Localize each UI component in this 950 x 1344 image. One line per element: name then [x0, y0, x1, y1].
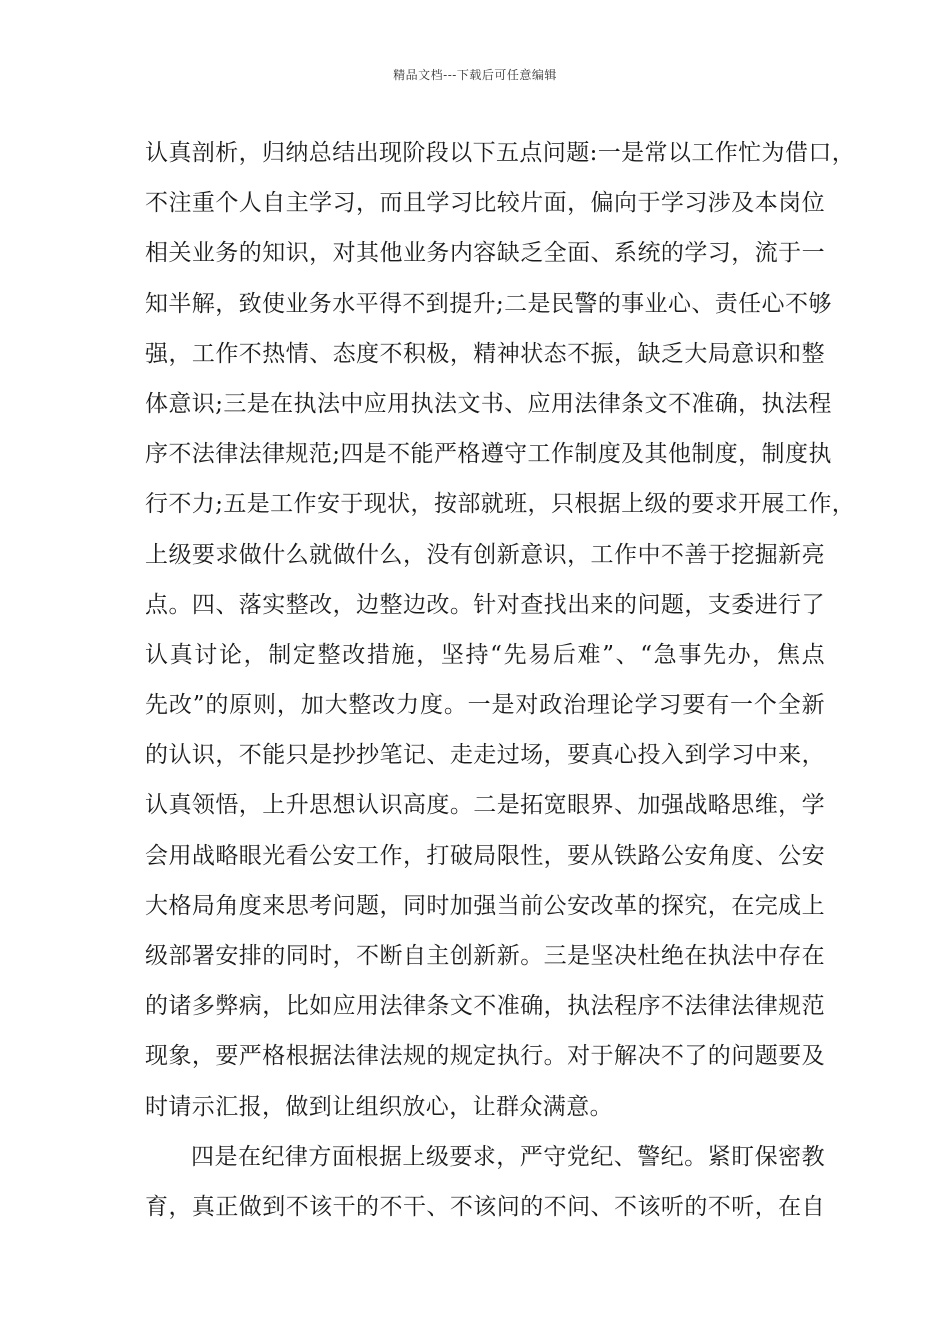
text-line: 时请示汇报，做到让组织放心，让群众满意。	[145, 1093, 613, 1120]
text-line: 会用战略眼光看公安工作，打破局限性，要从铁路公安角度、公安	[145, 842, 825, 869]
text-line: 行不力;五是工作安于现状，按部就班，只根据上级的要求开展工作，	[145, 491, 856, 518]
text-line: 认真剖析，归纳总结出现阶段以下五点问题:一是常以工作忙为借口，	[145, 140, 856, 166]
text-line: 体意识;三是在执法中应用执法文书、应用法律条文不准确，执法程	[145, 390, 832, 417]
paragraph-2	[145, 1132, 825, 1232]
text-line: 先改”的原则，加大整改力度。一是对政治理论学习要有一个全新	[145, 692, 825, 719]
text-line: 序不法律法律规范;四是不能严格遵守工作制度及其他制度，制度执	[145, 441, 832, 468]
text-line: 级部署安排的同时，不断自主创新新。三是坚决杜绝在执法中存在	[145, 943, 825, 969]
text-line: 认真讨论，制定整改措施，坚持“先易后难”、“急事先办，焦点	[145, 641, 825, 668]
text-line: 四是在纪律方面根据上级要求，严守党纪、警纪。紧盯保密教	[191, 1143, 825, 1170]
text-line: 上级要求做什么就做什么，没有创新意识，工作中不善于挖掘新亮	[145, 541, 825, 568]
text-line: 相关业务的知识，对其他业务内容缺乏全面、系统的学习，流于一	[145, 240, 825, 267]
text-line: 大格局角度来思考问题，同时加强当前公安改革的探究，在完成上	[145, 892, 825, 919]
text-line: 不注重个人自主学习，而且学习比较片面，偏向于学习涉及本岗位	[145, 190, 825, 217]
text-line: 认真领悟，上升思想认识高度。二是拓宽眼界、加强战略思维，学	[145, 792, 825, 819]
paragraph-1	[145, 128, 856, 1132]
text-line: 点。四、落实整改，边整边改。针对查找出来的问题，支委进行了	[145, 591, 825, 618]
text-line: 强，工作不热情、态度不积极，精神状态不振，缺乏大局意识和整	[145, 340, 825, 367]
page-header: 精品文档---下载后可任意编辑	[393, 68, 557, 82]
document-body	[145, 128, 856, 1232]
text-line: 现象，要严格根据法律法规的规定执行。对于解决不了的问题要及	[145, 1043, 825, 1070]
text-line: 的认识，不能只是抄抄笔记、走走过场，要真心投入到学习中来，	[145, 742, 825, 769]
text-line: 的诸多弊病，比如应用法律条文不准确，执法程序不法律法律规范	[145, 993, 825, 1020]
text-line: 育，真正做到不该干的不干、不该问的不问、不该听的不听，在自	[145, 1193, 825, 1220]
text-line: 知半解，致使业务水平得不到提升;二是民警的事业心、责任心不够	[145, 290, 832, 317]
